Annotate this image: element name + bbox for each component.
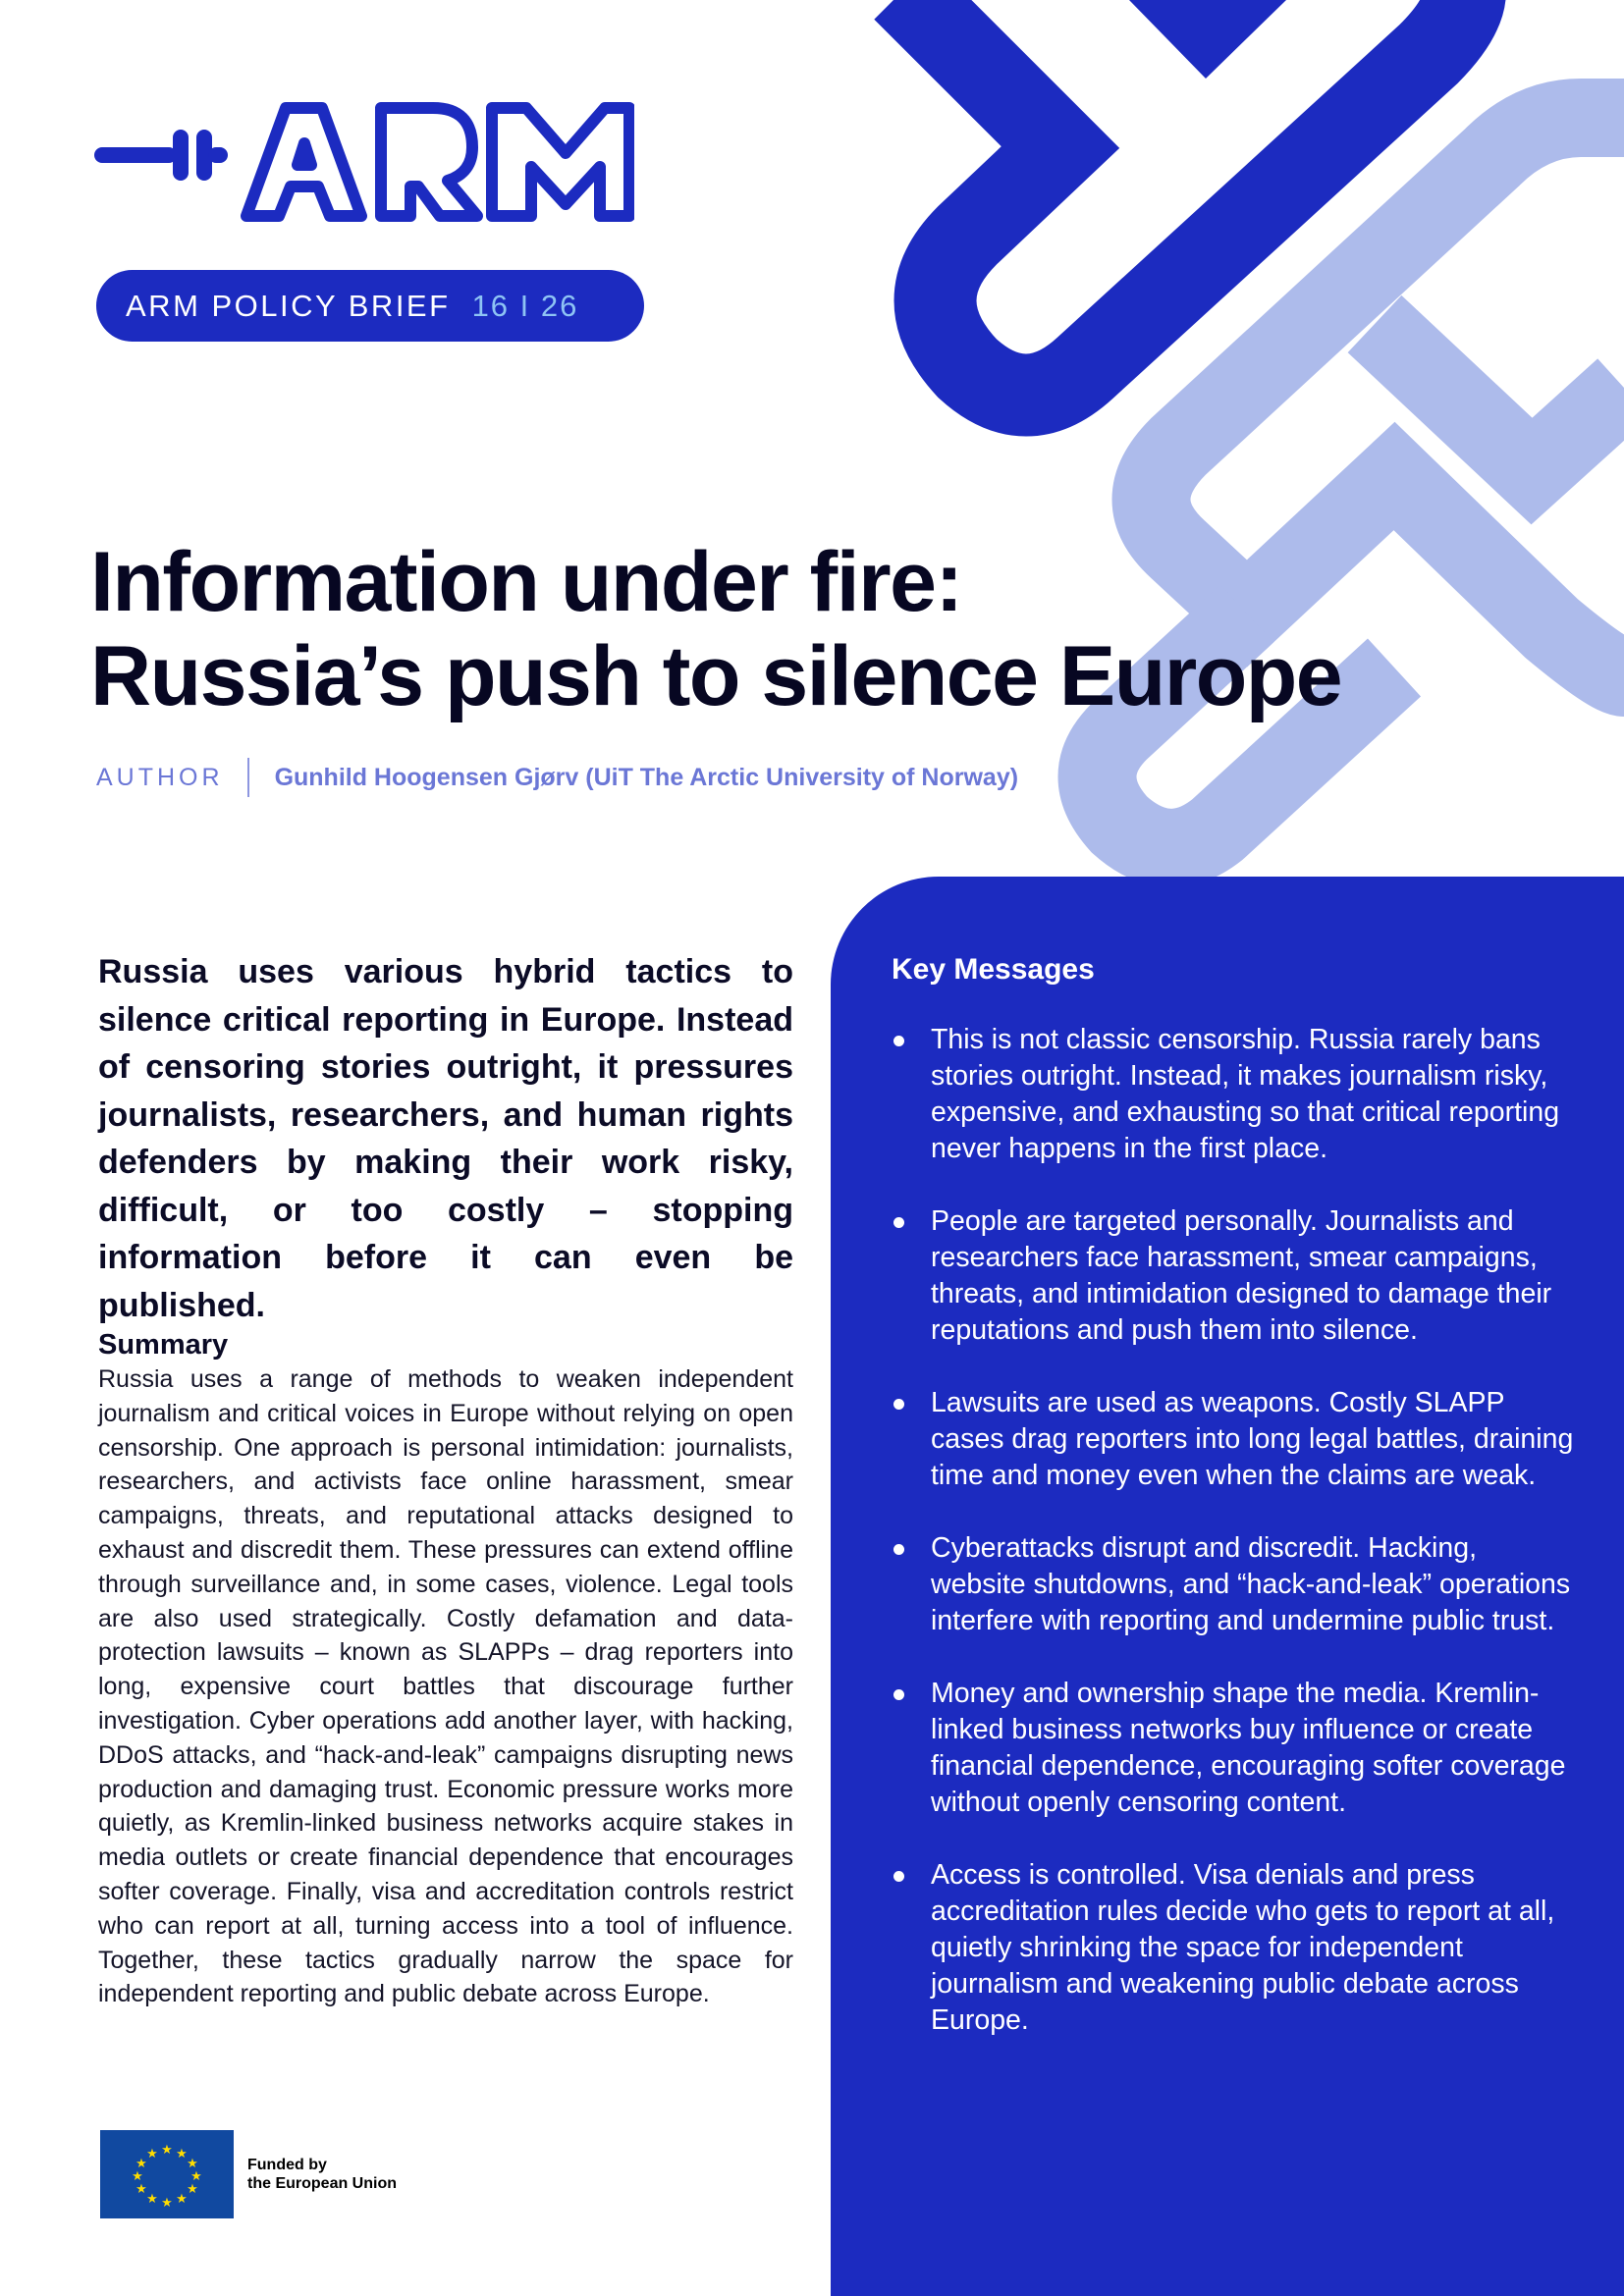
key-message-item xyxy=(892,1022,1579,1167)
svg-text:★: ★ xyxy=(190,2169,202,2184)
author-divider xyxy=(247,758,249,797)
summary-body: Russia uses a range of methods to weaken independent journalism and critical voices in Europe without relying on open censorship. One approach is personal intimidation: journalists, researchers, and activists face online harassment, smear campaigns, threats, and reputational attacks designed to exhaust and discredit them. These pressures can extend offline through surveillance and, in some cases, violence. Legal tools are also used strategically. Costly defamation and data-protection lawsuits – known as SLAPPs – drag reporters into long, expensive court battles that discourage further investigation. Cyber operations add another layer, with hacking, DDoS attacks, and “hack-and-leak” campaigns disrupting news production and damaging trust. Economic pressure works more quietly, as Kremlin-linked business networks acquire stakes in media outlets or create financial dependence that encourages softer coverage. Finally, visa and accreditation controls restrict who can report at all, turning access into a tool of influence. Together, these tactics gradually narrow the space for independent reporting and public debate across Europe. xyxy=(98,1365,793,2008)
summary-heading: Summary xyxy=(98,1329,229,1361)
key-message-text: Money and ownership shape the media. Kremlin-linked business networks buy influence or create financial dependence, encouraging softer coverage without openly censoring content. xyxy=(931,1678,1566,1818)
author-name: Gunhild Hoogensen Gjørv (UiT The Arctic University of Norway) xyxy=(274,763,1019,791)
svg-text:★: ★ xyxy=(187,2182,198,2197)
bullet-icon xyxy=(893,1871,904,1882)
svg-text:★: ★ xyxy=(135,2182,147,2197)
author-label: AUTHOR xyxy=(96,763,224,791)
svg-text:★: ★ xyxy=(161,2196,173,2211)
svg-text:★: ★ xyxy=(146,2147,158,2162)
badge-label: ARM POLICY BRIEF xyxy=(126,288,451,323)
svg-text:★: ★ xyxy=(146,2192,158,2207)
key-messages-list xyxy=(892,1022,1579,2075)
funding-text xyxy=(247,2156,397,2193)
bullet-icon xyxy=(893,1689,904,1700)
svg-text:★: ★ xyxy=(132,2169,143,2184)
badge-number: 16 I 26 xyxy=(471,288,579,323)
key-message-text: People are targeted personally. Journalists and researchers face harassment, smear campaigns, threats, and intimidation designed to damage their reputations and push them into silence. xyxy=(931,1205,1552,1346)
funding-line-2: the European Union xyxy=(247,2175,397,2192)
key-message-text: This is not classic censorship. Russia rarely bans stories outright. Instead, it makes journalism risky, expensive, and exhausting so that critical reporting never happens in the first place. xyxy=(931,1024,1560,1164)
key-message-item xyxy=(892,1203,1579,1349)
bullet-icon xyxy=(893,1544,904,1555)
title-line-1: Information under fire: xyxy=(90,535,962,629)
svg-text:★: ★ xyxy=(176,2192,188,2207)
bullet-icon xyxy=(893,1217,904,1228)
key-message-text: Lawsuits are used as weapons. Costly SLAPP cases drag reporters into long legal battles, draining time and money even when the claims are weak. xyxy=(931,1387,1574,1491)
key-messages-panel xyxy=(831,877,1624,2296)
key-message-item xyxy=(892,1530,1579,1639)
author-row xyxy=(96,756,1018,799)
intro-paragraph: Russia uses various hybrid tactics to silence critical reporting in Europe. Instead of censoring stories outright, it pressures journalists, researchers, and human rights defenders by making their work risky, difficult, or too costly – stopping information before it can even be published. xyxy=(98,953,793,1324)
arm-logo xyxy=(94,96,634,234)
eu-funding-logo xyxy=(100,2130,397,2218)
policy-brief-badge xyxy=(96,270,644,342)
svg-text:★: ★ xyxy=(176,2147,188,2162)
bullet-icon xyxy=(893,1036,904,1046)
key-message-item xyxy=(892,1385,1579,1494)
bullet-icon xyxy=(893,1399,904,1410)
summary-section xyxy=(98,1327,793,2011)
eu-flag-icon xyxy=(100,2130,234,2218)
key-message-item xyxy=(892,1857,1579,2039)
title-line-2: Russia’s push to silence Europe xyxy=(90,629,1342,723)
key-message-item xyxy=(892,1676,1579,1821)
key-messages-heading: Key Messages xyxy=(892,953,1095,986)
key-message-text: Access is controlled. Visa denials and press accreditation rules decide who gets to report at all, quietly shrinking the space for independent journalism and weakening public debate across Europe. xyxy=(931,1859,1555,2036)
svg-text:★: ★ xyxy=(187,2157,198,2171)
funding-line-1: Funded by xyxy=(247,2157,327,2173)
page-title xyxy=(90,535,1367,723)
key-message-text: Cyberattacks disrupt and discredit. Hacking, website shutdowns, and “hack-and-leak” operations interfere with reporting and undermine public trust. xyxy=(931,1532,1571,1636)
svg-text:★: ★ xyxy=(135,2157,147,2171)
svg-text:★: ★ xyxy=(161,2143,173,2158)
